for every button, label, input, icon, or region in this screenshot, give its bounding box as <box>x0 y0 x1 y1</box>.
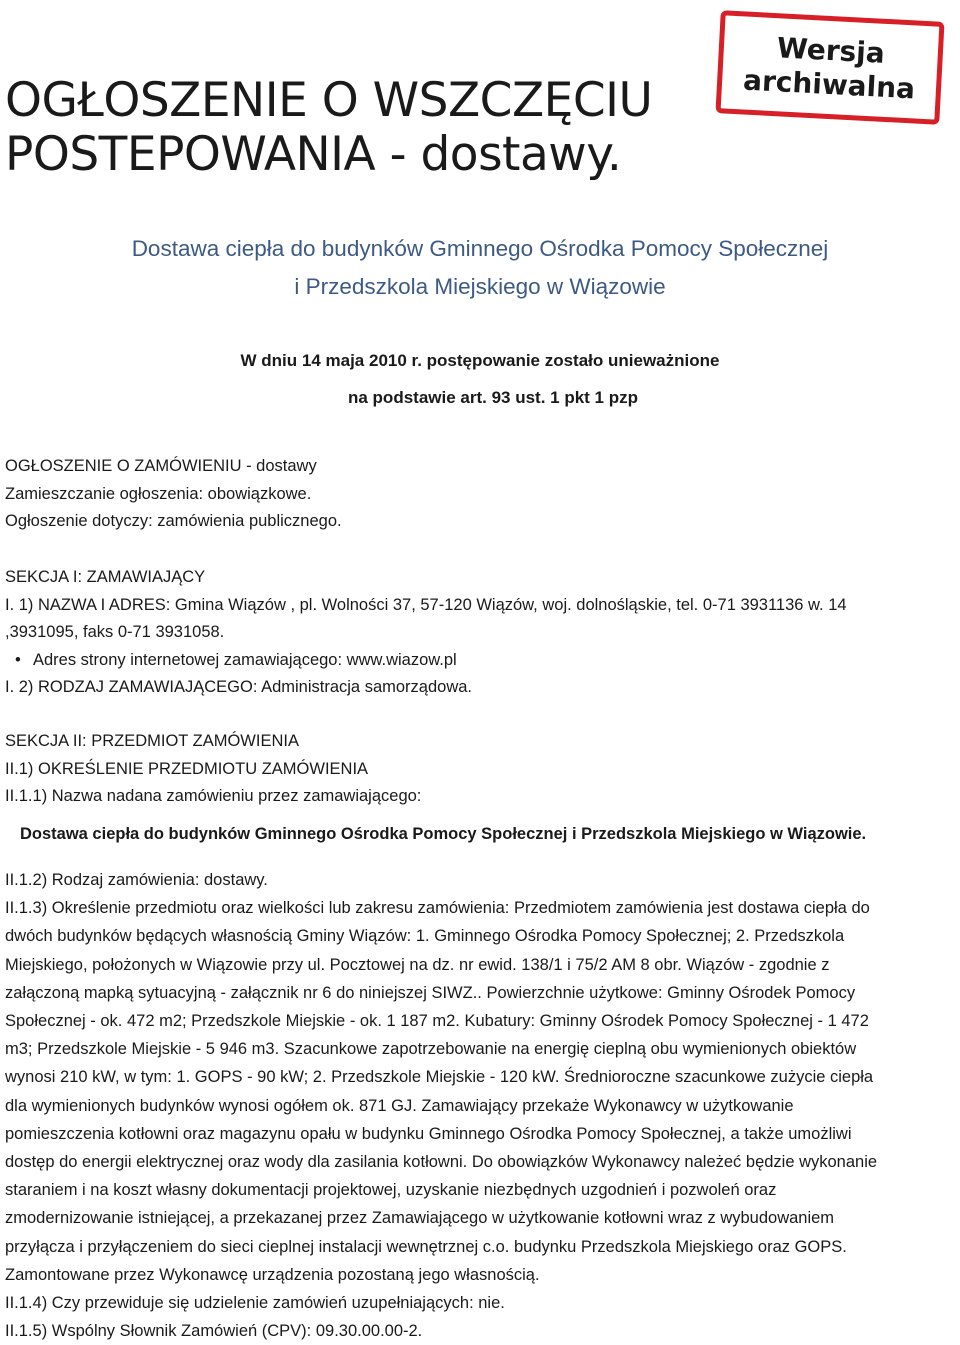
title-line: POSTEPOWANIA - dostawy. <box>5 127 622 182</box>
description-line: Społecznej - ok. 472 m2; Przedszkole Miejskie - ok. 1 187 m2. Kubatury: Gminny Ośrodek Pomocy Społecznej - 1 472 <box>5 1012 869 1031</box>
description-line: dla wymienionych budynków wynosi ogółem ok. 871 GJ. Zamawiający przekaże Wykonawcy w użytkowanie <box>5 1096 794 1115</box>
stamp-text: archiwalna <box>742 62 916 105</box>
authority-type: I. 2) RODZAJ ZAMAWIAJĄCEGO: Administracja samorządowa. <box>5 678 472 696</box>
description-line: przyłącza i przyłączeniem do sieci cieplnej instalacji wewnętrznej c.o. budynku Przedszkola Miejskiego oraz GOPS. <box>5 1237 847 1256</box>
subsection-heading: II.1) OKREŚLENIE PRZEDMIOTU ZAMÓWIENIA <box>5 759 369 778</box>
order-details <box>5 866 955 1345</box>
subject-line: i Przedszkola Miejskiego w Wiązowie <box>294 274 666 299</box>
document-title <box>5 74 652 182</box>
archive-version-stamp <box>715 10 944 125</box>
description-line: m3; Przedszkole Miejskie - 5 946 m3. Szacunkowe zapotrzebowanie na energię cieplną obu wymienionych obiektów <box>5 1040 857 1059</box>
announcement-type: OGŁOSZENIE O ZAMÓWIENIU - dostawy <box>5 457 317 475</box>
title-line: OGŁOSZENIE O WSZCZĘCIU <box>5 73 653 128</box>
description-line: dwóch budynków będących własnością Gminy Wiązów: 1. Gminnego Ośrodka Pomocy Społecznej; 2. Przedszkola <box>5 927 845 946</box>
announcement-header <box>5 453 955 536</box>
order-type: II.1.2) Rodzaj zamówienia: dostawy. <box>5 871 268 889</box>
authority-address: I. 1) NAZWA I ADRES: Gmina Wiązów , pl. Wolności 37, 57-120 Wiązów, woj. dolnośląskie, tel. 0-71 3931136 w. 14 <box>5 595 847 614</box>
description-line: pomieszczenia kotłowni oraz magazynu opału w budynku Gminnego Ośrodka Pomocy Społecznej, a także umożliwi <box>5 1124 852 1143</box>
description-line: Zamontowane przez Wykonawcę urządzenia pozostaną jego własnością. <box>5 1265 540 1284</box>
cancellation-notice <box>0 342 960 416</box>
section-contracting-authority <box>5 564 955 702</box>
website-text: Adres strony internetowej zamawiającego: www.wiazow.pl <box>33 650 457 669</box>
publication-obligation: Zamieszczanie ogłoszenia: obowiązkowe. <box>5 484 312 503</box>
cpv-code: II.1.5) Wspólny Słownik Zamówień (CPV): 09.30.00.00-2. <box>5 1322 423 1341</box>
notice-line: na podstawie art. 93 ust. 1 pkt 1 pzp <box>347 388 638 407</box>
subject-line: Dostawa ciepła do budynków Gminnego Ośrodka Pomocy Społecznej <box>131 236 829 261</box>
section-heading: SEKCJA I: ZAMAWIAJĄCY <box>5 568 206 586</box>
section-subject <box>5 728 955 811</box>
order-name-value: Dostawa ciepła do budynków Gminnego Ośrodka Pomocy Społecznej i Przedszkola Miejskiego w Wiązowie. <box>20 825 867 843</box>
bullet-icon: • <box>15 650 21 669</box>
description-line: wynosi 210 kW, w tym: 1. GOPS - 90 kW; 2. Przedszkole Miejskie - 120 kW. Średnioroczne szacunkowe zużycie ciepła <box>5 1068 874 1087</box>
additional-orders: II.1.4) Czy przewiduje się udzielenie zamówień uzupełniających: nie. <box>5 1294 505 1313</box>
description-line: zmodernizowanie istniejącej, a przekazanej przez Zamawiającego w użytkowanie kotłowni wraz z wybudowaniem <box>5 1209 835 1228</box>
notice-line: W dniu 14 maja 2010 r. postępowanie zostało unieważnione <box>240 351 720 370</box>
description-line: załączoną mapką sytuacyjną - załącznik nr 6 do niniejszej SIWZ.. Powierzchnie użytkowe: Gminny Ośrodek Pomocy <box>5 983 856 1002</box>
announcement-scope: Ogłoszenie dotyczy: zamówienia publicznego. <box>5 512 342 530</box>
website-item <box>5 647 955 675</box>
procurement-subject <box>0 230 960 306</box>
description-line: Miejskiego, położonych w Wiązowie przy ul. Pocztowej na dz. nr ewid. 138/1 i 75/2 AM 8 obr. Wiązów - zgodnie z <box>5 955 830 974</box>
stamp-text: Wersja <box>776 30 886 70</box>
description-line: staraniem i na koszt własny dokumentacji projektowej, uzyskanie niezbędnych uzgodnień i pozwoleń oraz <box>5 1181 777 1200</box>
order-name-label: II.1.1) Nazwa nadana zamówieniu przez zamawiającego: <box>5 787 422 805</box>
section-heading: SEKCJA II: PRZEDMIOT ZAMÓWIENIA <box>5 732 299 750</box>
description-line: dostęp do energii elektrycznej oraz wody dla zasilania kotłowni. Do obowiązków Wykonawcy należeć będzie wykonanie <box>5 1153 878 1172</box>
description-line: II.1.3) Określenie przedmiotu oraz wielkości lub zakresu zamówienia: Przedmiotem zamówienia jest dostawa ciepła do <box>5 899 870 918</box>
authority-address: ,3931095, faks 0-71 3931058. <box>5 623 225 641</box>
